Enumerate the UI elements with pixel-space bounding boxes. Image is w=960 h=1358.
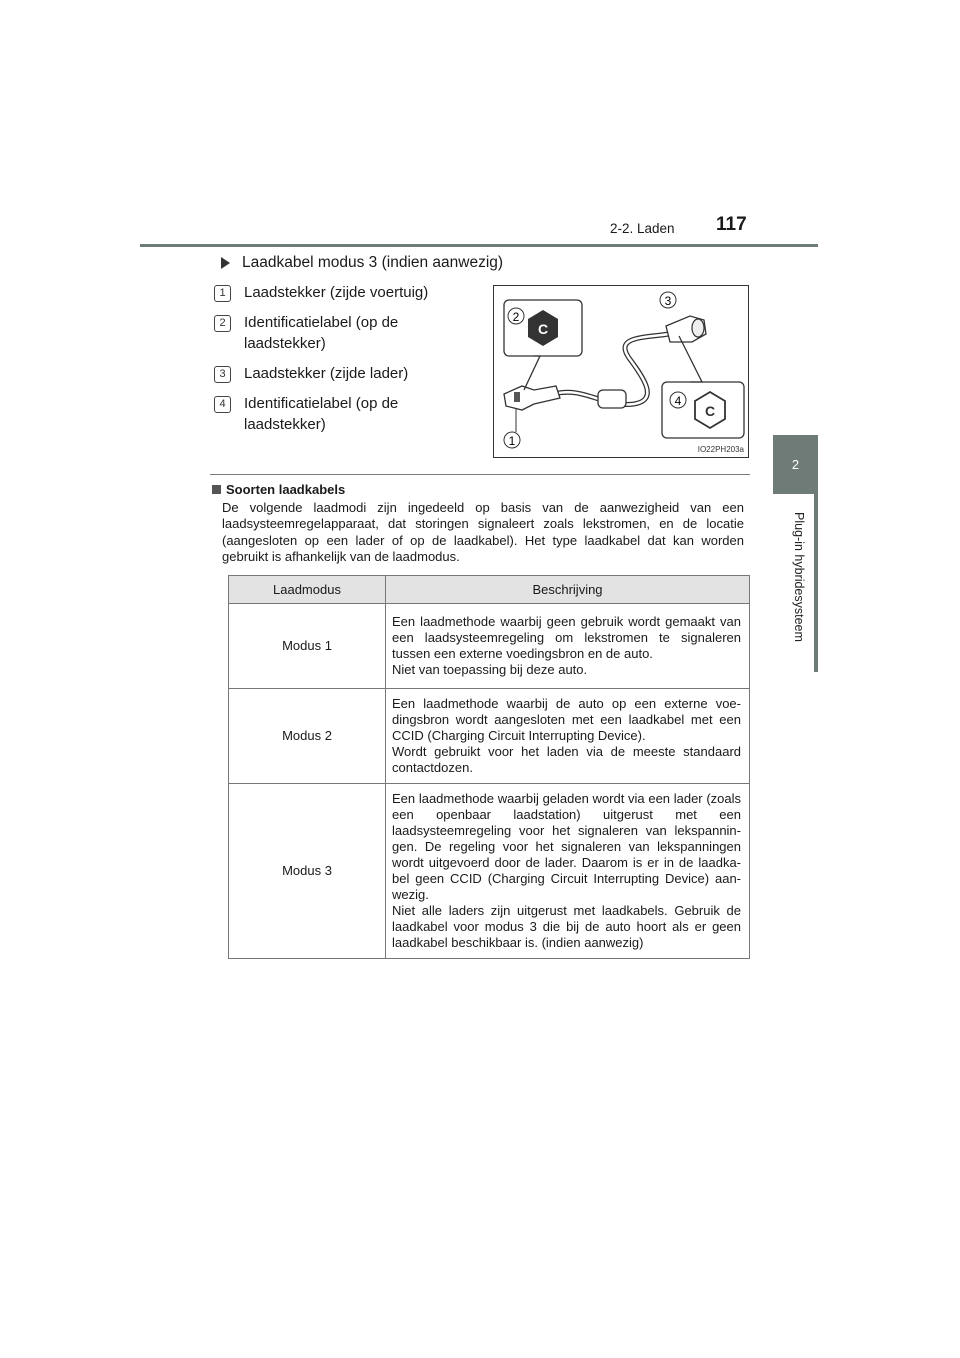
legend-item: [214, 312, 484, 354]
mode-cell: Modus 3: [229, 784, 386, 959]
legend-number: 4: [214, 396, 231, 413]
table-row: [229, 689, 750, 784]
legend-number: 1: [214, 285, 231, 302]
section-heading: [212, 482, 345, 497]
callout-pointer: [524, 356, 540, 390]
triangle-bullet-icon: [221, 257, 230, 269]
legend-text: Laadstekker (zijde lader): [244, 365, 409, 382]
charging-cable-illustration: [493, 285, 749, 458]
description-text: Een laadmethode waarbij geladen wordt via een lader (zoals een openbaar laadstation) uitgerust met een laadsysteemregeling voor het signaleren van lekspannin-gen. De regeling voor het signaleren van lekspanningen wordt uitgevoerd door de lader. Daarom is er in de laadka-bel geen CCID (Charging Circuit Interrupting Device) aan-wezig.: [392, 791, 741, 902]
description-cell: [386, 784, 750, 959]
description-text: Een laadmethode waarbij geen gebruik wordt gemaakt van een laadsysteemregeling om lekstromen te signaleren tussen een externe voedingsbron en de auto.: [392, 614, 741, 661]
page-number: 117: [716, 214, 747, 235]
hexagon-letter: C: [537, 321, 549, 337]
plug-face: [692, 319, 704, 337]
callout-number: 3: [664, 294, 672, 308]
table-row: [229, 604, 750, 689]
vehicle-plug-icon: [504, 386, 560, 410]
chapter-tab[interactable]: 2: [773, 435, 818, 494]
description-cell: [386, 689, 750, 784]
section-paragraph: De volgende laadmodi zijn ingedeeld op basis van de aanwezigheid van een laadsysteemregelapparaat, dat storingen signaleert zoals lekstromen, en de locatie (aangesloten op een lader of op de laadkabel). Het type laadkabel dat kan worden gebruikt is afhankelijk van de laadmodus.: [222, 500, 744, 565]
mode-cell: Modus 2: [229, 689, 386, 784]
legend-item: [214, 282, 484, 303]
callout-number: 4: [674, 394, 682, 408]
section-divider: [210, 474, 750, 475]
description-text: Een laadmethode waarbij de auto op een externe voe-dingsbron wordt aangesloten met een laadkabel met een CCID (Charging Circuit Interrupting Device).: [392, 696, 741, 743]
legend-number: 2: [214, 315, 231, 332]
header-rule: [140, 244, 818, 247]
description-text: Wordt gebruikt voor het laden via de meeste standaard contactdozen.: [392, 744, 741, 775]
legend-number: 3: [214, 366, 231, 383]
legend-list: [214, 282, 484, 444]
legend-item: [214, 363, 484, 384]
section-title: 2-2. Laden: [610, 221, 675, 236]
callout-pointer: [679, 336, 702, 382]
legend-item: [214, 393, 484, 435]
intro-line: [221, 254, 503, 272]
section-heading-text: Soorten laadkabels: [226, 482, 346, 497]
charging-modes-table: [228, 575, 750, 959]
description-text: Niet van toepassing bij deze auto.: [392, 662, 588, 677]
cable-drawing: [494, 286, 750, 459]
callout-number: 1: [508, 434, 516, 448]
intro-text: Laadkabel modus 3 (indien aanwezig): [242, 254, 504, 271]
column-header-mode: Laadmodus: [229, 576, 386, 604]
square-bullet-icon: [212, 485, 221, 494]
description-cell: [386, 604, 750, 689]
description-text: Niet alle laders zijn uitgerust met laadkabels. Gebruik de laadkabel voor modus 3 die bij de auto hoort als er geen laadkabel beschikbaar is. (indien aanwezig): [392, 903, 741, 950]
chapter-bar: [814, 494, 818, 672]
legend-text: Laadstekker (zijde voertuig): [244, 284, 429, 301]
table-header-row: [229, 576, 750, 604]
plug-pin: [514, 392, 520, 402]
legend-text: Identificatielabel (op de laadstekker): [244, 395, 399, 433]
legend-text: Identificatielabel (op de laadstekker): [244, 314, 399, 352]
mode-cell: Modus 1: [229, 604, 386, 689]
column-header-description: Beschrijving: [386, 576, 750, 604]
chapter-label: Plug-in hybridesysteem: [792, 512, 806, 642]
hexagon-letter: C: [704, 403, 716, 419]
table-row: [229, 784, 750, 959]
callout-number: 2: [512, 310, 520, 324]
cable-box: [598, 390, 626, 408]
figure-id: IO22PH203a: [697, 445, 744, 454]
